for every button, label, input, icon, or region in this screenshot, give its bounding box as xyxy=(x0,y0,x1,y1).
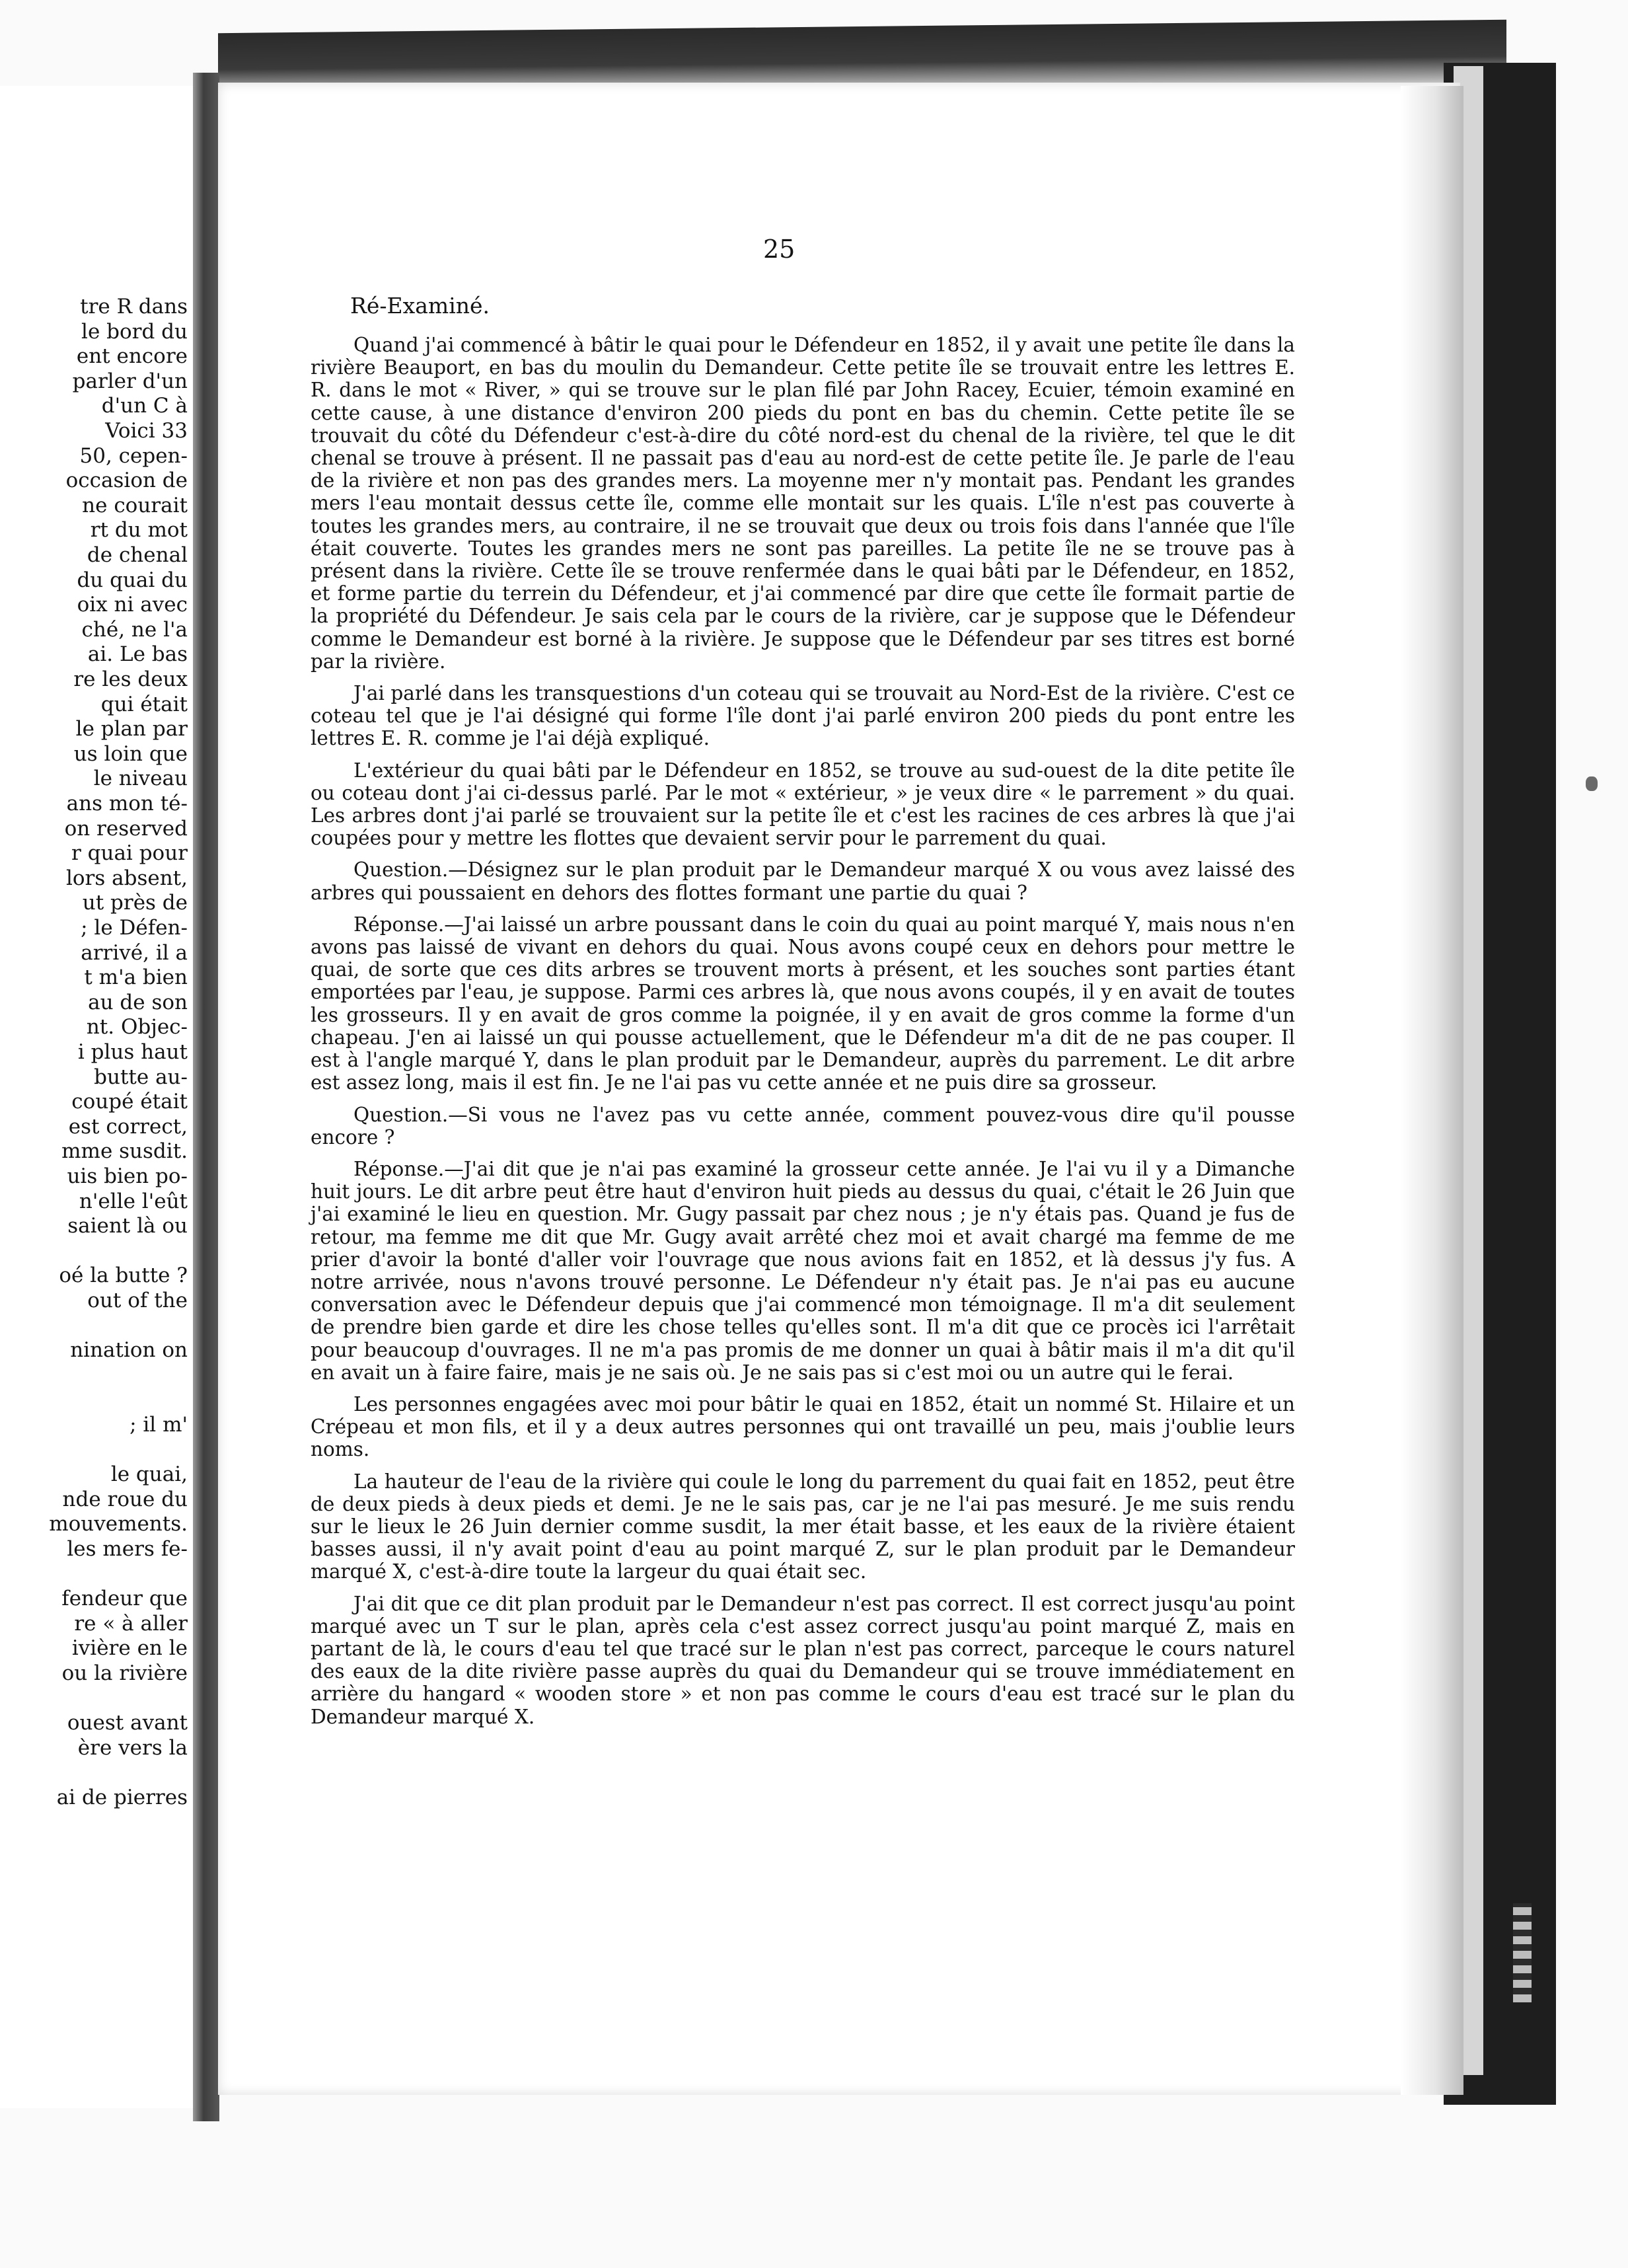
left-page-line: nination on xyxy=(70,1338,188,1363)
body-text xyxy=(311,334,1295,1737)
left-page-line: ; il m' xyxy=(130,1413,188,1437)
left-page-line: out of the xyxy=(87,1289,188,1312)
left-page-line: ouest avant xyxy=(67,1711,188,1735)
paragraph: J'ai dit que ce dit plan produit par le Demandeur n'est pas correct. Il est correct jusqu'au point marqué avec un T sur le plan, après cela c'est assez correct jusqu'au point marqué Z, mais en partant de là, le cours d'eau tel que tracé sur le plan n'est pas correct, parceque le cours naturel des eaux de la dite rivière passe auprès du quai du Demandeur qui se trouve immédiatement en arrière du hangard « wooden store » et non pas comme le cours d'eau est tracé sur le plan du Demandeur marqué X. xyxy=(311,1592,1295,1728)
left-page-line: de chenal xyxy=(87,543,188,567)
left-page-line: les mers fe- xyxy=(67,1537,188,1561)
left-page-line: re les deux xyxy=(73,667,188,691)
left-page-line: ; le Défen- xyxy=(81,916,188,940)
paragraph: Question.—Désignez sur le plan produit par le Demandeur marqué X ou vous avez laissé des arbres qui poussaient en dehors des flottes formant une partie du quai ? xyxy=(311,858,1295,904)
left-page-line: ère vers la xyxy=(77,1735,188,1760)
left-page-line: occasion de xyxy=(65,469,188,493)
left-page-line: mme susdit. xyxy=(61,1139,188,1164)
paragraph: Les personnes engagées avec moi pour bâtir le quai en 1852, était un nommé St. Hilaire et un Crépeau et mon fils, et il y a deux autres personnes qui ont travaillé un peu, mais j'oublie leurs noms. xyxy=(311,1392,1295,1461)
left-page-line: ou la rivière xyxy=(61,1661,188,1685)
left-page-line: Voici 33 xyxy=(105,419,188,443)
left-page-line: coupé était xyxy=(71,1090,188,1114)
left-page-line: ché, ne l'a xyxy=(81,617,188,642)
left-page-line: lors absent, xyxy=(65,866,188,890)
left-page-line: d'un C à xyxy=(101,394,188,418)
left-page-line: le bord du xyxy=(81,319,188,344)
left-page-line: butte au- xyxy=(94,1065,188,1089)
ink-speck xyxy=(1586,776,1598,791)
left-page-line: mouvements. xyxy=(49,1512,188,1536)
left-page-line: fendeur que xyxy=(61,1587,188,1611)
section-heading: Ré-Examiné. xyxy=(350,293,490,319)
paragraph: L'extérieur du quai bâti par le Défendeur en 1852, se trouve au sud-ouest de la dite petite île ou coteau dont j'ai ci-dessus parlé. Par le mot « extérieur, » je veux dire « le parrement » du quai. Les arbres dont j'ai parlé se trouvaient sur la petite île et c'est les racines de ces arbres là que j'ai coupées pour y mettre les flottes que devaient servir pour le parrement du quai. xyxy=(311,759,1295,850)
left-page-line: ent encore xyxy=(76,344,188,369)
paragraph: Question.—Si vous ne l'avez pas vu cette année, comment pouvez-vous dire qu'il pousse encore ? xyxy=(311,1103,1295,1149)
page-number: 25 xyxy=(763,235,796,264)
paragraph: Réponse.—J'ai laissé un arbre poussant dans le coin du quai au point marqué Y, mais nous n'en avons pas laissé de vivant en dehors du quai. Nous avons coupé ceux en dehors pour mettre le quai, de sorte que ces dits arbres se trouvent morts à présent, et les souches sont parties étant emportées par l'eau, je suppose. Parmi ces arbres là, que nous avons coupés, il y en avait de toutes les grosseurs. Il y en avait de gros comme la poignée, il y en avait de gros comme la forme d'un chapeau. J'en ai laissé un qui pousse actuellement, que le Défendeur m'a dit de ne pas couper. Il est à l'angle marqué Y, dans le plan produit par le Demandeur, auprès du parrement. Le dit arbre est assez long, mais il est fin. Je ne l'ai pas vu cette année et ne puis dire sa grosseur. xyxy=(311,913,1295,1094)
left-page-line: re « à aller xyxy=(74,1611,188,1636)
left-page-line: saient là ou xyxy=(67,1214,188,1238)
left-page-line: le plan par xyxy=(75,717,188,741)
left-page-line: rt du mot xyxy=(90,518,188,543)
page-edge xyxy=(1401,86,1463,2095)
left-page-line: ivière en le xyxy=(71,1636,188,1661)
left-page-line: oé la butte ? xyxy=(59,1264,188,1288)
left-page-line: oix ni avec xyxy=(77,593,188,617)
left-page-line: nde roue du xyxy=(62,1487,188,1511)
left-page-line: nt. Objec- xyxy=(86,1015,188,1040)
left-page-line: au de son xyxy=(88,990,188,1014)
paragraph: Quand j'ai commencé à bâtir le quai pour le Défendeur en 1852, il y avait une petite île dans la rivière Beauport, en bas du moulin du Demandeur. Cette petite île se trouvait entre les lettres E. R. dans le mot « River, » qui se trouve sur le plan filé par John Racey, Ecuier, témoin examiné en cette cause, à une distance d'environ 200 pieds du pont en bas du chemin. Cette petite île se trouvait du côté du Défendeur c'est-à-dire du côté nord-est du chenal de la rivière, tel que le dit chenal se trouve à présent. Il ne passait pas d'eau au nord-est de cette petite île. Je parle de l'eau de la rivière et non pas des grandes mers. La moyenne mer n'y montait pas. Pendant les grandes mers l'eau montait dessus cette île, comme elle montait sur les quais. L'île n'est pas couverte à toutes les grandes mers, au contraire, il ne se trouvait que deux ou trois fois dans l'année que l'île était couverte. Toutes les grandes mers ne sont pas pareilles. La petite île ne se trouve pas à présent dans la rivière. Cette île se trouve renfermée dans le quai bâti par le Défendeur, en 1852, et forme partie du terrein du Défendeur, et j'ai commencé par dire que cette île formait partie de la propriété du Défendeur. Je sais cela par le cours de la rivière, car je suppose que le Défendeur comme le Demandeur est borné à la rivière. Je suppose que le Défendeur par ses titres est borné par la rivière. xyxy=(311,334,1295,673)
paragraph: Réponse.—J'ai dit que je n'ai pas examiné la grosseur cette année. Je l'ai vu il y a Dimanche huit jours. Le dit arbre peut être haut d'environ huit pieds au dessus du quai, c'était le 26 Juin que j'ai examiné le lieu en question. Mr. Gugy passait par chez nous ; je n'y étais pas. Quand je fus de retour, ma femme me dit que Mr. Gugy avait arrêté chez moi et avait chargé ma femme de me prier d'avoir la bonté d'aller voir l'ouvrage que nous avions fait en 1852, et là dessus j'y fus. A notre arrivée, nous n'avons trouvé personne. Le Défendeur n'y était pas. Je n'ai pas eu aucune conversation avec le Défendeur depuis que j'ai commencé mon témoignage. Il m'a dit seulement de prendre bien garde et dire les chose telles qu'elles sont. Il m'a dit que ce procès ici l'arrêtait pour beaucoup d'ouvrages. Il ne m'a pas promis de me donner un quai à bâtir mais il m'a dit qu'il en avait un à faire faire, mais je ne sais où. Je ne sais pas si c'est moi ou un autre qui le ferai. xyxy=(311,1157,1295,1384)
left-page-line: est correct, xyxy=(68,1114,188,1139)
left-page-line: n'elle l'eût xyxy=(79,1189,188,1213)
left-page-line: ai de pierres xyxy=(56,1786,188,1809)
left-page-line: us loin que xyxy=(73,741,188,766)
left-page-line: ans mon té- xyxy=(66,792,188,815)
left-page-line: le niveau xyxy=(93,767,188,791)
left-page-line: ut près de xyxy=(82,891,188,915)
left-page-line: le quai, xyxy=(110,1462,188,1487)
left-page-line: parler d'un xyxy=(72,369,188,393)
left-page-line: i plus haut xyxy=(77,1040,188,1064)
paragraph: La hauteur de l'eau de la rivière qui coule le long du parrement du quai fait en 1852, peut être de deux pieds à deux pieds et demi. Je ne le sais pas, car je ne l'ai pas mesuré. Je me suis rendu sur le lieux le 26 Juin dernier comme susdit, la mer était basse, et les eaux de la rivière étaient basses aussi, il n'y avait point d'eau au point marqué Z, sur le plan produit par le Demandeur marqué X, c'est-à-dire toute la largeur du quai était sec. xyxy=(311,1470,1295,1583)
left-page-line: r quai pour xyxy=(71,841,188,866)
left-page-line: 50, cepen- xyxy=(79,443,188,468)
left-page-line: arrivé, il a xyxy=(81,940,188,965)
left-page-line: t m'a bien xyxy=(84,965,188,990)
paragraph: J'ai parlé dans les transquestions d'un coteau qui se trouvait au Nord-Est de la rivière. C'est ce coteau tel que je l'ai désigné qui forme l'île dont j'ai parlé environ 200 pieds du pont entre les lettres E. R. comme je l'ai déjà expliqué. xyxy=(311,682,1295,750)
page-gutter xyxy=(193,73,219,2121)
left-page-fragment xyxy=(0,86,193,2108)
left-page-line: ne courait xyxy=(82,493,188,517)
left-page-line: du quai du xyxy=(77,568,188,592)
left-page-line: ai. Le bas xyxy=(87,642,188,667)
left-page-line: uis bien po- xyxy=(67,1164,188,1188)
left-page-line: qui était xyxy=(100,692,188,716)
left-page-line: tre R dans xyxy=(80,295,188,319)
left-page-line: on reserved xyxy=(64,816,188,841)
binding-ruler-mark xyxy=(1513,1903,1532,2002)
